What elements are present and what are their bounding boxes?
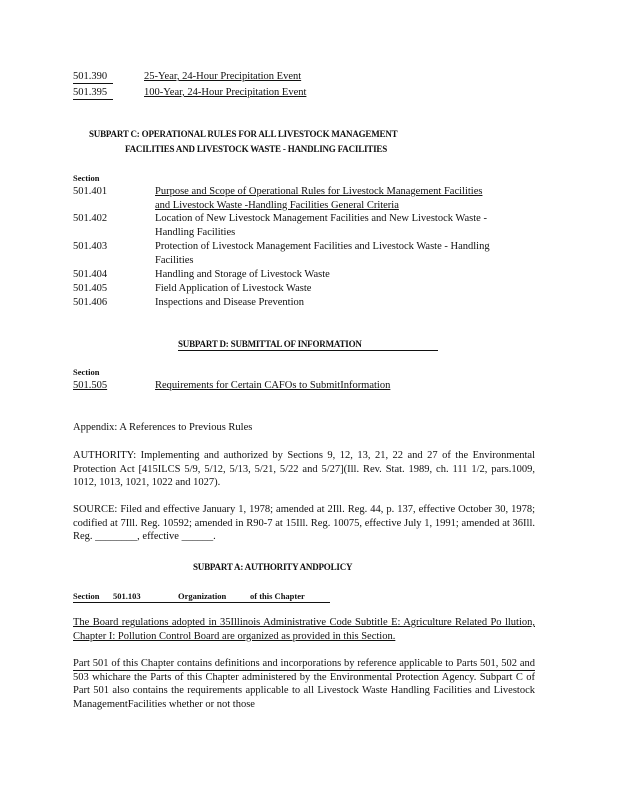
organization-paragraph: The Board regulations adopted in 35Illinois Administrative Code Subtitle E: Agriculture Related Po llution, Chapter I: Pollution Control Board are organized as provided in this Section. [73, 617, 535, 642]
section-title: 25-Year, 24-Hour Precipitation Event [144, 71, 302, 82]
section-title: Handling and Storage of Livestock Waste [155, 269, 330, 280]
section-title: Purpose and Scope of Operational Rules for Livestock Management Facilities and Livestock Waste -Handling Facilities General Criteria [155, 186, 483, 211]
subpart-d-heading: SUBPART D: SUBMITTAL OF INFORMATION [178, 339, 362, 349]
section-number: 501.395 [73, 87, 108, 98]
section-label: Section [73, 173, 100, 183]
underline [73, 99, 113, 100]
section-number: 501.403 [73, 241, 108, 252]
section-label: Section [73, 591, 100, 601]
section-title: Requirements for Certain CAFOs to SubmitInformation [155, 380, 391, 391]
section-number: 501.406 [73, 297, 108, 308]
section-title: Organization [178, 591, 227, 601]
section-number: 501.103 [113, 591, 141, 601]
section-number: 501.402 [73, 213, 108, 224]
section-number: 501.505 [73, 380, 108, 391]
source-paragraph: SOURCE: Filed and effective January 1, 1978; amended at 2Ill. Reg. 44, p. 137, effective October 30, 1978; codified at 7Ill. Reg. 10592; amended in R90-7 at 15Ill. Reg. 10075, effective July 1, 1991; amended at 36Ill. Reg. ________, effective ______. [73, 504, 535, 543]
underline [73, 602, 330, 603]
authority-paragraph: AUTHORITY: Implementing and authorized by Sections 9, 12, 13, 21, 22 and 27 of the Environmental Protection Act [415ILCS 5/9, 5/12, 5/13, 5/21, 5/22 and 5/27](Ill. Rev. Stat. 1989, ch. 111 1/2, pars.1009, 1012, 1013, 1021, 1022 and 1027). [73, 450, 535, 489]
part-501-paragraph: Part 501 of this Chapter contains definitions and incorporations by reference applicable to Parts 501, 502 and 503 whichare the Parts of this Chapter administered by the Environmental Protection Agency. Subpart C of Part 501 also contains the requirements applicable to all Livestock Waste Handling Facilities and Livestock ManagementFacilities whether or not those [73, 658, 535, 710]
appendix-line: Appendix: A References to Previous Rules [73, 422, 253, 433]
section-number: 501.401 [73, 186, 108, 197]
section-title: Field Application of Livestock Waste [155, 283, 312, 294]
section-title: 100-Year, 24-Hour Precipitation Event [144, 87, 307, 98]
section-number: 501.405 [73, 283, 108, 294]
underline [178, 350, 438, 351]
section-number: 501.404 [73, 269, 108, 280]
underline [73, 83, 113, 84]
subpart-c-heading-line2: FACILITIES AND LIVESTOCK WASTE - HANDLING FACILITIES [125, 144, 388, 154]
section-number: 501.390 [73, 71, 108, 82]
underline [73, 670, 535, 671]
section-title: Location of New Livestock Management Facilities and New Livestock Waste -Handling Facilities [155, 213, 487, 238]
section-title: Inspections and Disease Prevention [155, 297, 305, 308]
section-label: Section [73, 367, 100, 377]
section-title: Protection of Livestock Management Facilities and Livestock Waste - Handling Facilities [155, 241, 490, 266]
subpart-c-heading-line1: SUBPART C: OPERATIONAL RULES FOR ALL LIVESTOCK MANAGEMENT [89, 129, 398, 139]
section-title-tail: of this Chapter [250, 591, 305, 601]
subpart-a-heading: SUBPART A: AUTHORITY ANDPOLICY [193, 562, 353, 572]
